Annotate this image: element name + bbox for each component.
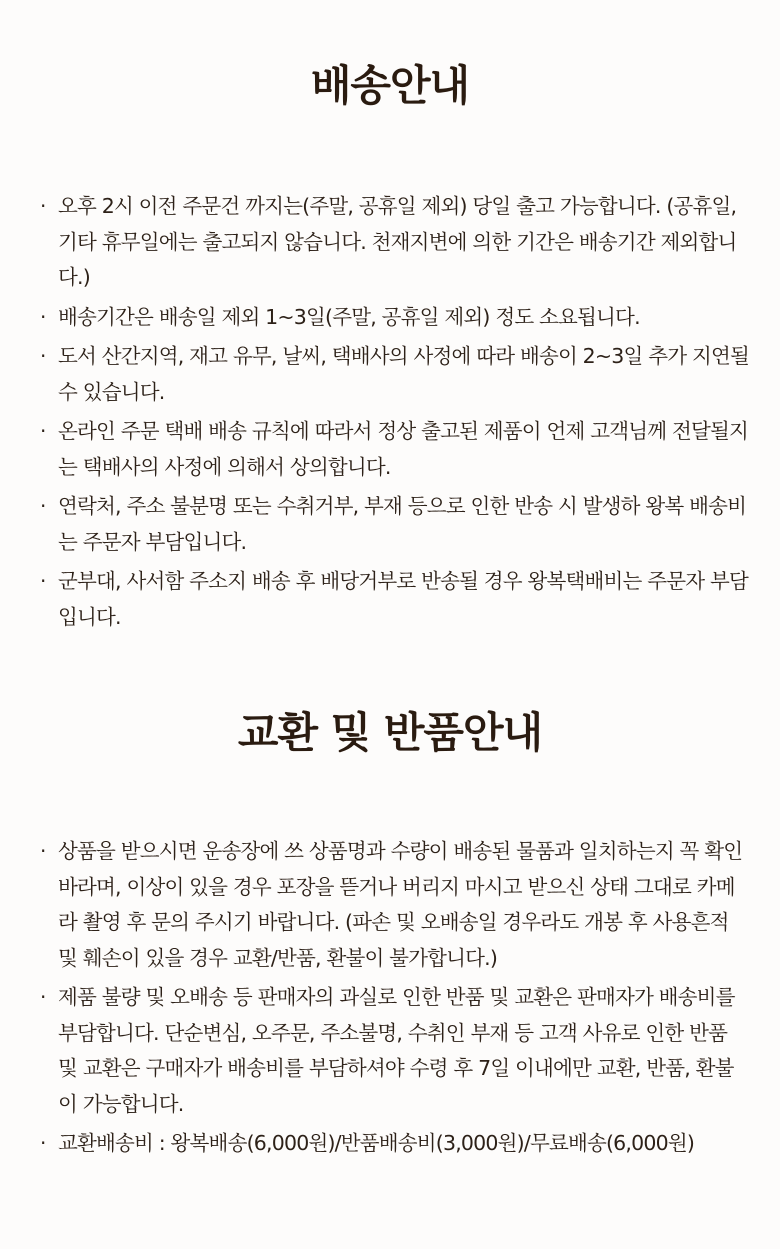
shipping-info-section — [0, 60, 780, 639]
list-item-text: 군부대, 사서함 주소지 배송 후 배당거부로 반송될 경우 왕복택배비는 주문자 부담입니다. — [58, 569, 748, 629]
list-item — [0, 489, 780, 560]
bullet-icon: · — [40, 419, 46, 443]
list-item — [0, 564, 780, 635]
list-item-text: 배송기간은 배송일 제외 1~3일(주말, 공휴일 제외) 정도 소요됩니다. — [58, 304, 640, 329]
bullet-icon: · — [40, 839, 46, 863]
bullet-icon: · — [40, 344, 46, 368]
shipping-info-list — [0, 189, 780, 635]
list-item-text: 제품 불량 및 오배송 등 판매자의 과실로 인한 반품 및 교환은 판매자가 배송비를 부담합니다. 단순변심, 오주문, 주소불명, 수취인 부재 등 고객 사유로 인한 반품 및 교환은 구매자가 배송비를 부담하셔야 수령 후 7일 이내에만 교환, 반품, 환불이 가능합니다. — [58, 985, 735, 1116]
bullet-icon: · — [40, 494, 46, 518]
list-item — [0, 189, 780, 296]
bullet-icon: · — [40, 569, 46, 593]
shipping-info-title: 배송안내 — [310, 61, 470, 110]
list-item-text: 오후 2시 이전 주문건 까지는(주말, 공휴일 제외) 당일 출고 가능합니다. (공휴일, 기타 휴무일에는 출고되지 않습니다. 천재지변에 의한 기간은 배송기간 제외합니다.) — [58, 194, 737, 289]
bullet-icon: · — [40, 194, 46, 218]
list-item — [0, 1126, 780, 1162]
list-item-text: 연락처, 주소 불분명 또는 수취거부, 부재 등으로 인한 반송 시 발생하 왕복 배송비는 주문자 부담입니다. — [58, 494, 747, 554]
list-item — [0, 980, 780, 1122]
list-item-text: 교환배송비 : 왕복배송(6,000원)/반품배송비(3,000원)/무료배송(6,000원) — [58, 1131, 695, 1155]
exchange-return-section — [0, 707, 780, 1166]
list-item — [0, 834, 780, 976]
exchange-return-list — [0, 834, 780, 1162]
bullet-icon: · — [40, 1131, 46, 1155]
bullet-icon: · — [40, 304, 46, 329]
list-item-text: 상품을 받으시면 운송장에 쓰 상품명과 수량이 배송된 물품과 일치하는지 꼭 확인 바라며, 이상이 있을 경우 포장을 뜯거나 버리지 마시고 받으신 상태 그대로 카메라 촬영 후 문의 주시기 바랍니다. (파손 및 오배송일 경우라도 개봉 후 사용흔적 및 훼손이 있을 경우 교환/반품, 환불이 불가합니다.) — [58, 839, 743, 970]
list-item-text: 도서 산간지역, 재고 유무, 날씨, 택배사의 사정에 따라 배송이 2~3일 추가 지연될 수 있습니다. — [58, 344, 749, 404]
list-item — [0, 339, 780, 410]
list-item-text: 온라인 주문 택배 배송 규칙에 따라서 정상 출고된 제품이 언제 고객님께 전달될지는 택배사의 사정에 의해서 상의합니다. — [58, 419, 748, 479]
bullet-icon: · — [40, 985, 46, 1009]
list-item — [0, 300, 780, 336]
exchange-return-title: 교환 및 반품안내 — [237, 708, 543, 757]
list-item — [0, 414, 780, 485]
